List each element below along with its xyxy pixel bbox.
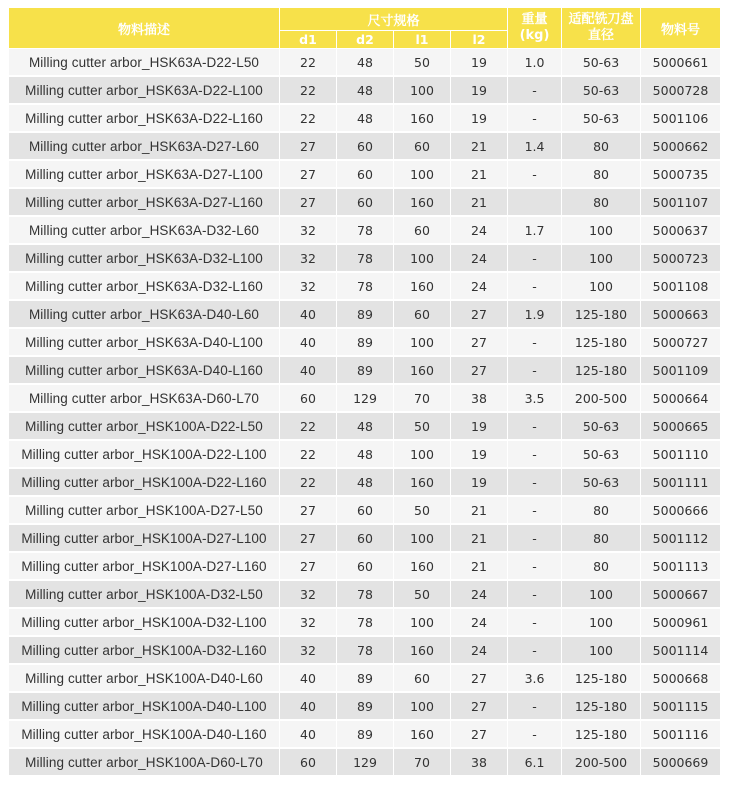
description-cell: Milling cutter arbor_HSK100A-D32-L160 bbox=[9, 636, 280, 664]
cutter-diameter-cell: 200-500 bbox=[562, 748, 641, 776]
cutter-diameter-cell: 200-500 bbox=[562, 384, 641, 412]
cutter-diameter-cell: 125-180 bbox=[562, 692, 641, 720]
material-number-cell: 5001114 bbox=[641, 636, 721, 664]
l1-cell: 50 bbox=[394, 496, 451, 524]
d1-cell: 40 bbox=[280, 300, 337, 328]
l2-cell: 27 bbox=[451, 720, 508, 748]
weight-cell: 3.6 bbox=[508, 664, 562, 692]
d1-cell: 32 bbox=[280, 608, 337, 636]
cutter-diameter-cell: 50-63 bbox=[562, 440, 641, 468]
description-cell: Milling cutter arbor_HSK100A-D40-L160 bbox=[9, 720, 280, 748]
material-number-cell: 5000662 bbox=[641, 132, 721, 160]
cutter-diameter-cell: 100 bbox=[562, 636, 641, 664]
l1-cell: 100 bbox=[394, 160, 451, 188]
description-cell: Milling cutter arbor_HSK100A-D32-L100 bbox=[9, 608, 280, 636]
table-row bbox=[9, 748, 721, 776]
l1-cell: 160 bbox=[394, 636, 451, 664]
table-row bbox=[9, 608, 721, 636]
description-cell: Milling cutter arbor_HSK63A-D27-L60 bbox=[9, 132, 280, 160]
l2-cell: 21 bbox=[451, 496, 508, 524]
table-row bbox=[9, 692, 721, 720]
cutter-diameter-cell: 125-180 bbox=[562, 356, 641, 384]
l2-cell: 19 bbox=[451, 76, 508, 104]
l2-cell: 21 bbox=[451, 132, 508, 160]
l2-cell: 24 bbox=[451, 580, 508, 608]
cutter-diameter-cell: 80 bbox=[562, 496, 641, 524]
l1-cell: 100 bbox=[394, 244, 451, 272]
d2-cell: 60 bbox=[337, 552, 394, 580]
material-number-cell: 5001106 bbox=[641, 104, 721, 132]
l1-cell: 160 bbox=[394, 272, 451, 300]
l1-cell: 160 bbox=[394, 356, 451, 384]
table-row bbox=[9, 49, 721, 77]
weight-cell: - bbox=[508, 104, 562, 132]
table-row bbox=[9, 496, 721, 524]
d2-cell: 48 bbox=[337, 76, 394, 104]
l2-cell: 24 bbox=[451, 272, 508, 300]
cutter-diameter-cell: 80 bbox=[562, 524, 641, 552]
l2-cell: 21 bbox=[451, 160, 508, 188]
d1-cell: 22 bbox=[280, 76, 337, 104]
l1-cell: 70 bbox=[394, 384, 451, 412]
description-cell: Milling cutter arbor_HSK100A-D60-L70 bbox=[9, 748, 280, 776]
material-number-cell: 5000735 bbox=[641, 160, 721, 188]
table-row bbox=[9, 132, 721, 160]
d2-cell: 129 bbox=[337, 748, 394, 776]
material-number-cell: 5000667 bbox=[641, 580, 721, 608]
d1-cell: 27 bbox=[280, 552, 337, 580]
material-number-cell: 5001110 bbox=[641, 440, 721, 468]
l2-cell: 21 bbox=[451, 524, 508, 552]
table-row bbox=[9, 244, 721, 272]
weight-cell: 6.1 bbox=[508, 748, 562, 776]
d2-cell: 60 bbox=[337, 132, 394, 160]
weight-cell: - bbox=[508, 272, 562, 300]
l1-cell: 100 bbox=[394, 76, 451, 104]
cutter-diameter-cell: 100 bbox=[562, 580, 641, 608]
weight-cell: - bbox=[508, 496, 562, 524]
l1-cell: 50 bbox=[394, 412, 451, 440]
table-row bbox=[9, 552, 721, 580]
header-cutter-diameter: 适配铣刀盘 直径 bbox=[562, 8, 641, 49]
description-cell: Milling cutter arbor_HSK63A-D60-L70 bbox=[9, 384, 280, 412]
table-row bbox=[9, 272, 721, 300]
material-number-cell: 5000727 bbox=[641, 328, 721, 356]
material-number-cell: 5000723 bbox=[641, 244, 721, 272]
cutter-diameter-cell: 50-63 bbox=[562, 412, 641, 440]
header-size-group: 尺寸规格 bbox=[280, 8, 508, 31]
d2-cell: 60 bbox=[337, 188, 394, 216]
table-row bbox=[9, 216, 721, 244]
d2-cell: 78 bbox=[337, 244, 394, 272]
l2-cell: 24 bbox=[451, 608, 508, 636]
table-header bbox=[9, 8, 721, 49]
weight-cell: - bbox=[508, 580, 562, 608]
l1-cell: 60 bbox=[394, 132, 451, 160]
description-cell: Milling cutter arbor_HSK100A-D22-L160 bbox=[9, 468, 280, 496]
weight-cell: - bbox=[508, 524, 562, 552]
d2-cell: 60 bbox=[337, 524, 394, 552]
weight-cell: - bbox=[508, 720, 562, 748]
cutter-diameter-cell: 125-180 bbox=[562, 300, 641, 328]
description-cell: Milling cutter arbor_HSK100A-D27-L50 bbox=[9, 496, 280, 524]
l1-cell: 50 bbox=[394, 49, 451, 77]
d1-cell: 22 bbox=[280, 468, 337, 496]
material-number-cell: 5000961 bbox=[641, 608, 721, 636]
l2-cell: 27 bbox=[451, 664, 508, 692]
weight-cell: - bbox=[508, 636, 562, 664]
l1-cell: 100 bbox=[394, 692, 451, 720]
d1-cell: 27 bbox=[280, 160, 337, 188]
d2-cell: 78 bbox=[337, 272, 394, 300]
d1-cell: 27 bbox=[280, 132, 337, 160]
l2-cell: 21 bbox=[451, 552, 508, 580]
description-cell: Milling cutter arbor_HSK63A-D22-L160 bbox=[9, 104, 280, 132]
d1-cell: 40 bbox=[280, 356, 337, 384]
table-row bbox=[9, 76, 721, 104]
cutter-diameter-cell: 50-63 bbox=[562, 468, 641, 496]
description-cell: Milling cutter arbor_HSK63A-D27-L160 bbox=[9, 188, 280, 216]
d1-cell: 22 bbox=[280, 412, 337, 440]
l1-cell: 60 bbox=[394, 216, 451, 244]
material-number-cell: 5001113 bbox=[641, 552, 721, 580]
header-l2: l2 bbox=[451, 31, 508, 49]
l2-cell: 21 bbox=[451, 188, 508, 216]
d1-cell: 32 bbox=[280, 216, 337, 244]
weight-cell: 1.0 bbox=[508, 49, 562, 77]
table-row bbox=[9, 412, 721, 440]
weight-cell: - bbox=[508, 468, 562, 496]
l2-cell: 24 bbox=[451, 636, 508, 664]
material-number-cell: 5000728 bbox=[641, 76, 721, 104]
l2-cell: 24 bbox=[451, 216, 508, 244]
l1-cell: 100 bbox=[394, 524, 451, 552]
d1-cell: 40 bbox=[280, 720, 337, 748]
d1-cell: 60 bbox=[280, 384, 337, 412]
table-row bbox=[9, 440, 721, 468]
cutter-diameter-cell: 100 bbox=[562, 244, 641, 272]
description-cell: Milling cutter arbor_HSK63A-D22-L100 bbox=[9, 76, 280, 104]
l2-cell: 27 bbox=[451, 300, 508, 328]
material-number-cell: 5000661 bbox=[641, 49, 721, 77]
l2-cell: 27 bbox=[451, 328, 508, 356]
weight-cell: - bbox=[508, 160, 562, 188]
d1-cell: 32 bbox=[280, 636, 337, 664]
material-number-cell: 5000665 bbox=[641, 412, 721, 440]
l1-cell: 160 bbox=[394, 468, 451, 496]
l1-cell: 160 bbox=[394, 552, 451, 580]
d2-cell: 48 bbox=[337, 440, 394, 468]
cutter-diameter-cell: 50-63 bbox=[562, 76, 641, 104]
description-cell: Milling cutter arbor_HSK63A-D22-L50 bbox=[9, 49, 280, 77]
weight-cell: - bbox=[508, 356, 562, 384]
material-number-cell: 5001108 bbox=[641, 272, 721, 300]
material-number-cell: 5001112 bbox=[641, 524, 721, 552]
cutter-diameter-cell: 125-180 bbox=[562, 720, 641, 748]
header-d1: d1 bbox=[280, 31, 337, 49]
l1-cell: 60 bbox=[394, 300, 451, 328]
d1-cell: 22 bbox=[280, 104, 337, 132]
table-row bbox=[9, 664, 721, 692]
cutter-diameter-cell: 50-63 bbox=[562, 49, 641, 77]
material-number-cell: 5000663 bbox=[641, 300, 721, 328]
l2-cell: 27 bbox=[451, 356, 508, 384]
material-number-cell: 5000637 bbox=[641, 216, 721, 244]
material-number-cell: 5000664 bbox=[641, 384, 721, 412]
d2-cell: 60 bbox=[337, 496, 394, 524]
l1-cell: 160 bbox=[394, 104, 451, 132]
l1-cell: 100 bbox=[394, 328, 451, 356]
weight-cell: 1.7 bbox=[508, 216, 562, 244]
table-row bbox=[9, 188, 721, 216]
header-l1: l1 bbox=[394, 31, 451, 49]
weight-cell: - bbox=[508, 412, 562, 440]
d1-cell: 40 bbox=[280, 692, 337, 720]
d1-cell: 27 bbox=[280, 524, 337, 552]
cutter-diameter-cell: 125-180 bbox=[562, 328, 641, 356]
d2-cell: 89 bbox=[337, 356, 394, 384]
d2-cell: 48 bbox=[337, 412, 394, 440]
l2-cell: 19 bbox=[451, 49, 508, 77]
d1-cell: 40 bbox=[280, 328, 337, 356]
weight-cell: 1.4 bbox=[508, 132, 562, 160]
l1-cell: 60 bbox=[394, 664, 451, 692]
description-cell: Milling cutter arbor_HSK63A-D32-L60 bbox=[9, 216, 280, 244]
material-number-cell: 5000669 bbox=[641, 748, 721, 776]
d2-cell: 89 bbox=[337, 328, 394, 356]
table-row bbox=[9, 720, 721, 748]
d1-cell: 22 bbox=[280, 49, 337, 77]
table-row bbox=[9, 300, 721, 328]
cutter-diameter-cell: 100 bbox=[562, 272, 641, 300]
header-description: 物料描述 bbox=[9, 8, 280, 49]
l1-cell: 160 bbox=[394, 720, 451, 748]
d1-cell: 32 bbox=[280, 272, 337, 300]
weight-cell: 1.9 bbox=[508, 300, 562, 328]
description-cell: Milling cutter arbor_HSK100A-D22-L100 bbox=[9, 440, 280, 468]
d2-cell: 48 bbox=[337, 49, 394, 77]
table-row bbox=[9, 636, 721, 664]
d1-cell: 22 bbox=[280, 440, 337, 468]
l1-cell: 160 bbox=[394, 188, 451, 216]
d2-cell: 89 bbox=[337, 300, 394, 328]
l1-cell: 100 bbox=[394, 440, 451, 468]
d2-cell: 129 bbox=[337, 384, 394, 412]
d1-cell: 27 bbox=[280, 188, 337, 216]
l1-cell: 70 bbox=[394, 748, 451, 776]
table-row bbox=[9, 328, 721, 356]
weight-cell: - bbox=[508, 76, 562, 104]
table-body bbox=[9, 49, 721, 777]
material-number-cell: 5001107 bbox=[641, 188, 721, 216]
d1-cell: 32 bbox=[280, 580, 337, 608]
description-cell: Milling cutter arbor_HSK100A-D27-L160 bbox=[9, 552, 280, 580]
weight-cell: - bbox=[508, 440, 562, 468]
description-cell: Milling cutter arbor_HSK100A-D22-L50 bbox=[9, 412, 280, 440]
l2-cell: 19 bbox=[451, 412, 508, 440]
weight-cell bbox=[508, 188, 562, 216]
table-row bbox=[9, 580, 721, 608]
weight-cell: - bbox=[508, 328, 562, 356]
cutter-diameter-cell: 80 bbox=[562, 552, 641, 580]
material-number-cell: 5000668 bbox=[641, 664, 721, 692]
table-row bbox=[9, 104, 721, 132]
d2-cell: 89 bbox=[337, 692, 394, 720]
description-cell: Milling cutter arbor_HSK63A-D27-L100 bbox=[9, 160, 280, 188]
weight-cell: 3.5 bbox=[508, 384, 562, 412]
material-number-cell: 5001116 bbox=[641, 720, 721, 748]
l2-cell: 38 bbox=[451, 384, 508, 412]
l2-cell: 38 bbox=[451, 748, 508, 776]
d2-cell: 89 bbox=[337, 720, 394, 748]
d2-cell: 78 bbox=[337, 608, 394, 636]
header-weight: 重量 (kg) bbox=[508, 8, 562, 49]
material-number-cell: 5001115 bbox=[641, 692, 721, 720]
cutter-diameter-cell: 80 bbox=[562, 132, 641, 160]
cutter-diameter-cell: 100 bbox=[562, 216, 641, 244]
d2-cell: 78 bbox=[337, 636, 394, 664]
spec-table bbox=[8, 7, 721, 777]
d1-cell: 40 bbox=[280, 664, 337, 692]
description-cell: Milling cutter arbor_HSK100A-D40-L60 bbox=[9, 664, 280, 692]
l1-cell: 100 bbox=[394, 608, 451, 636]
d2-cell: 89 bbox=[337, 664, 394, 692]
l2-cell: 19 bbox=[451, 104, 508, 132]
table-row bbox=[9, 160, 721, 188]
d2-cell: 78 bbox=[337, 580, 394, 608]
description-cell: Milling cutter arbor_HSK100A-D27-L100 bbox=[9, 524, 280, 552]
header-d2: d2 bbox=[337, 31, 394, 49]
l2-cell: 24 bbox=[451, 244, 508, 272]
weight-cell: - bbox=[508, 692, 562, 720]
d2-cell: 78 bbox=[337, 216, 394, 244]
d2-cell: 60 bbox=[337, 160, 394, 188]
cutter-diameter-cell: 125-180 bbox=[562, 664, 641, 692]
description-cell: Milling cutter arbor_HSK63A-D32-L100 bbox=[9, 244, 280, 272]
cutter-diameter-cell: 80 bbox=[562, 188, 641, 216]
material-number-cell: 5000666 bbox=[641, 496, 721, 524]
weight-cell: - bbox=[508, 608, 562, 636]
description-cell: Milling cutter arbor_HSK63A-D40-L100 bbox=[9, 328, 280, 356]
table-row bbox=[9, 468, 721, 496]
table-row bbox=[9, 356, 721, 384]
l2-cell: 19 bbox=[451, 440, 508, 468]
description-cell: Milling cutter arbor_HSK100A-D32-L50 bbox=[9, 580, 280, 608]
d1-cell: 32 bbox=[280, 244, 337, 272]
d1-cell: 27 bbox=[280, 496, 337, 524]
description-cell: Milling cutter arbor_HSK100A-D40-L100 bbox=[9, 692, 280, 720]
description-cell: Milling cutter arbor_HSK63A-D40-L60 bbox=[9, 300, 280, 328]
material-number-cell: 5001111 bbox=[641, 468, 721, 496]
l1-cell: 50 bbox=[394, 580, 451, 608]
weight-cell: - bbox=[508, 552, 562, 580]
table-row bbox=[9, 384, 721, 412]
l2-cell: 19 bbox=[451, 468, 508, 496]
d2-cell: 48 bbox=[337, 104, 394, 132]
d2-cell: 48 bbox=[337, 468, 394, 496]
table-row bbox=[9, 524, 721, 552]
header-material-number: 物料号 bbox=[641, 8, 721, 49]
weight-cell: - bbox=[508, 244, 562, 272]
l2-cell: 27 bbox=[451, 692, 508, 720]
description-cell: Milling cutter arbor_HSK63A-D40-L160 bbox=[9, 356, 280, 384]
cutter-diameter-cell: 100 bbox=[562, 608, 641, 636]
material-number-cell: 5001109 bbox=[641, 356, 721, 384]
cutter-diameter-cell: 80 bbox=[562, 160, 641, 188]
description-cell: Milling cutter arbor_HSK63A-D32-L160 bbox=[9, 272, 280, 300]
cutter-diameter-cell: 50-63 bbox=[562, 104, 641, 132]
d1-cell: 60 bbox=[280, 748, 337, 776]
